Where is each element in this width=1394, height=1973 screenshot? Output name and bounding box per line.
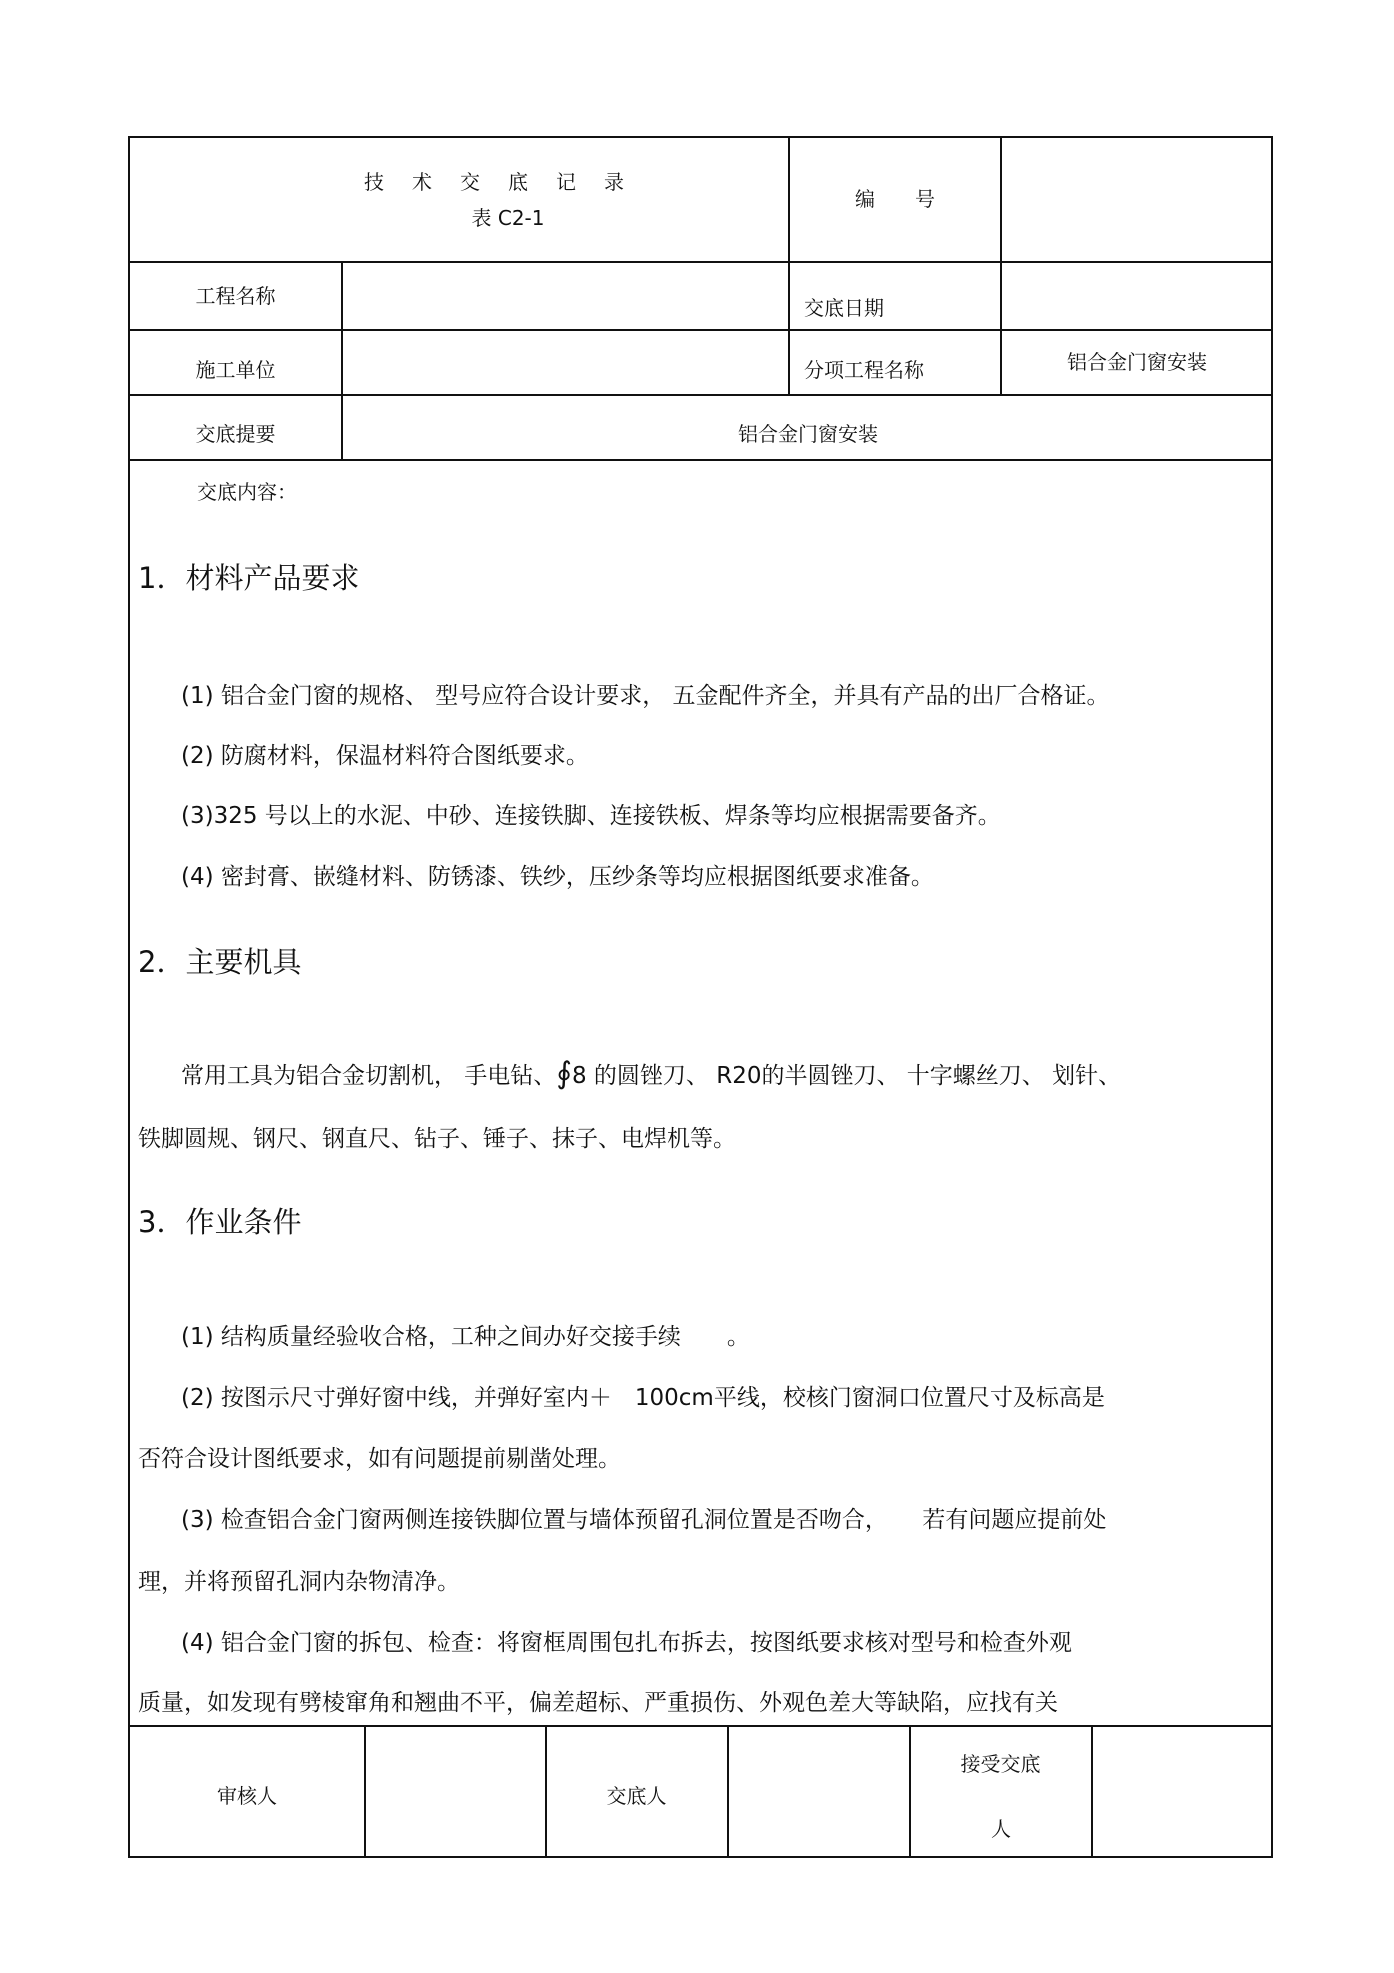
- summary-label: 交底提要: [195, 422, 276, 446]
- content-label: 交底内容：: [197, 480, 297, 504]
- section-3-title: 3．作业条件: [138, 1205, 302, 1239]
- paragraph-text: 常用工具为铝合金切割机， 手电钻、: [181, 1063, 557, 1089]
- construction-unit-label: 施工单位: [195, 358, 276, 382]
- paragraph: (1) 结构质量经验收合格，工种之间办好交接手续 。: [181, 1324, 750, 1350]
- date-label: 交底日期: [804, 296, 884, 320]
- paragraph: (4) 密封膏、嵌缝材料、防锈漆、铁纱，压纱条等均应根据图纸要求准备。: [181, 864, 934, 890]
- paragraph: (2) 防腐材料，保温材料符合图纸要求。: [181, 743, 589, 769]
- section-2-title: 2．主要机具: [138, 945, 302, 979]
- paragraph: 理，并将预留孔洞内杂物清净。: [138, 1569, 460, 1595]
- number-label: 编 号: [855, 187, 935, 211]
- col-divider: [1091, 1725, 1093, 1858]
- row-divider: [128, 394, 1273, 396]
- paragraph: 否符合设计图纸要求，如有问题提前剔凿处理。: [138, 1446, 621, 1472]
- paragraph-text: 8 的圆锉刀、 R20的半圆锉刀、 十字螺丝刀、 划针、: [571, 1063, 1122, 1089]
- col-divider: [909, 1725, 911, 1858]
- form-title: 技术交底记录: [364, 170, 652, 194]
- form-number: 表 C2-1: [471, 206, 545, 230]
- paragraph: (3) 检查铝合金门窗两侧连接铁脚位置与墙体预留孔洞位置是否吻合， 若有问题应提前处: [181, 1507, 1107, 1533]
- section-1-title: 1．材料产品要求: [138, 561, 360, 595]
- row-divider: [128, 261, 1273, 263]
- col-divider: [788, 136, 790, 394]
- row-divider: [128, 459, 1273, 461]
- summary-value: 铝合金门窗安装: [738, 422, 878, 446]
- paragraph: (3)325 号以上的水泥、中砂、连接铁脚、连接铁板、焊条等均应根据需要备齐。: [181, 803, 1001, 829]
- row-divider: [128, 1725, 1273, 1727]
- presenter-label: 交底人: [606, 1784, 667, 1808]
- col-divider: [364, 1725, 366, 1858]
- paragraph: (1) 铝合金门窗的规格、 型号应符合设计要求， 五金配件齐全，并具有产品的出厂合格证。: [181, 683, 1110, 709]
- project-name-label: 工程名称: [195, 284, 276, 308]
- diameter-symbol: ∮: [556, 1056, 572, 1091]
- paragraph: (2) 按图示尺寸弹好窗中线，并弹好室内＋ 100cm平线，校核门窗洞口位置尺寸及标高是: [181, 1385, 1105, 1411]
- reviewer-label: 审核人: [217, 1784, 277, 1808]
- sub-project-value: 铝合金门窗安装: [1067, 350, 1207, 374]
- row-divider: [128, 329, 1273, 331]
- paragraph: 质量，如发现有劈棱窜角和翘曲不平，偏差超标、严重损伤、外观色差大等缺陷，应找有关: [138, 1690, 1058, 1716]
- receiver-label: 接受交底: [960, 1752, 1041, 1776]
- paragraph: 铁脚圆规、钢尺、钢直尺、钻子、锤子、抹子、电焊机等。: [138, 1126, 736, 1152]
- col-divider: [727, 1725, 729, 1858]
- paragraph: [181, 1056, 1121, 1091]
- sub-project-label: 分项工程名称: [804, 358, 924, 382]
- receiver-label-cont: 人: [991, 1817, 1011, 1841]
- paragraph: (4) 铝合金门窗的拆包、检查：将窗框周围包扎布拆去，按图纸要求核对型号和检查外观: [181, 1630, 1072, 1656]
